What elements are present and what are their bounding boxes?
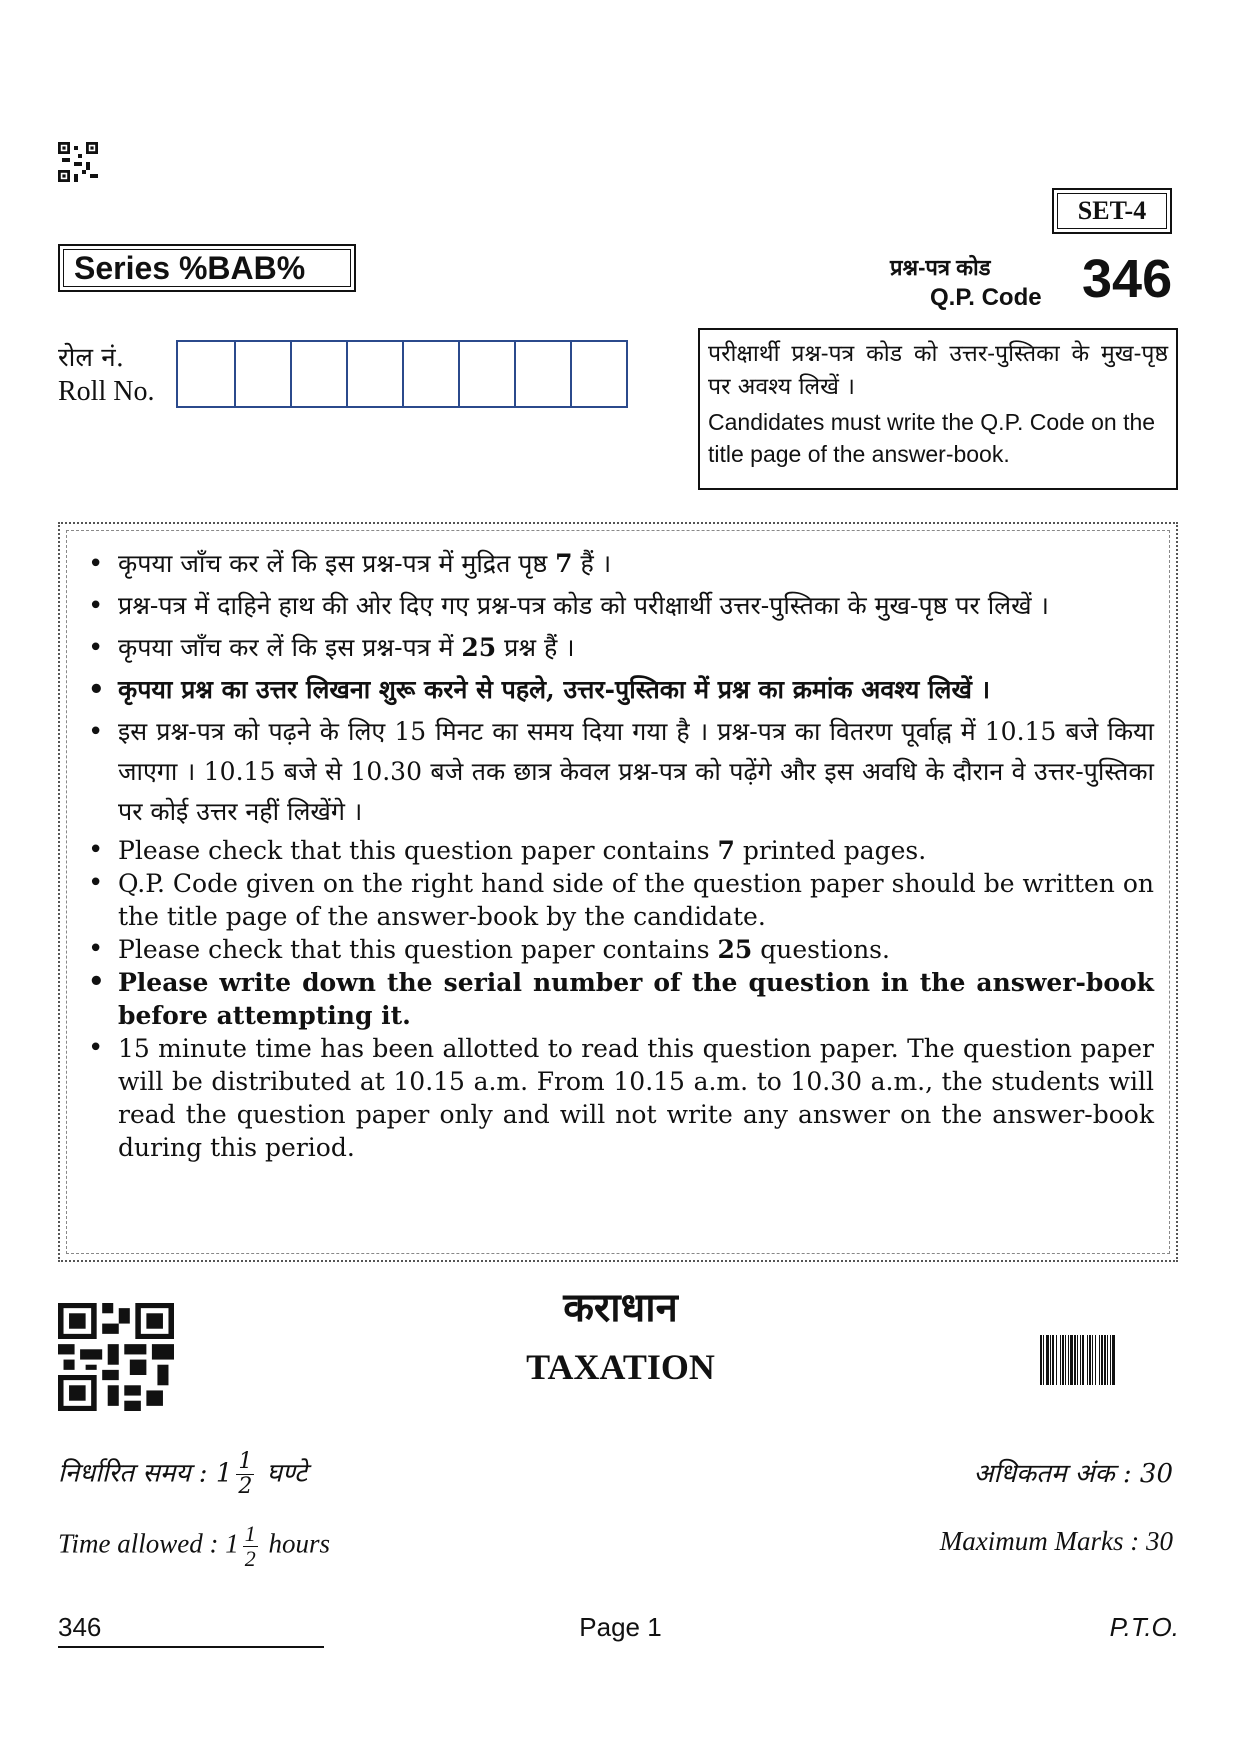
instruction-hindi-3: • कृपया जाँच कर लें कि इस प्रश्न-पत्र में 25 प्रश्न हैं । (84, 628, 1154, 668)
roll-number-box[interactable] (514, 342, 570, 406)
instruction-hindi-1: • कृपया जाँच कर लें कि इस प्रश्न-पत्र में मुद्रित पृष्ठ 7 हैं । (84, 544, 1154, 584)
time-allowed-english: Time allowed : 1 $\frac{1}{2}$ hours (58, 1521, 331, 1571)
roll-number-box[interactable] (178, 342, 234, 406)
time-allowed-hindi: निर्धारित समय : 1 $\frac{1}{2}$ घण्टे (58, 1449, 308, 1499)
small-qr-code-icon (58, 142, 98, 182)
roll-label-english: Roll No. (58, 376, 155, 407)
instruction-english-4: • Please write down the serial number of the question in the answer-book before attempting it. (84, 966, 1154, 1032)
barcode-icon (1040, 1335, 1168, 1385)
subject-title-hindi: कराधान (563, 1284, 678, 1331)
maximum-marks-english: Maximum Marks : 30 (939, 1526, 1173, 1556)
instruction-hindi-2: • प्रश्न-पत्र में दाहिने हाथ की ओर दिए गए प्रश्न-पत्र कोड को परीक्षार्थी उत्तर-पुस्तिका के मुख-पृष्ठ पर लिखें । (84, 586, 1154, 626)
qp-code-number: 346 (1082, 249, 1173, 309)
instruction-english-2: • Q.P. Code given on the right hand side of the question paper should be written on the title page of the answer-book by the candidate. (84, 867, 1154, 933)
qp-code-label-hindi: प्रश्न-पत्र कोड (890, 255, 991, 280)
roll-number-box[interactable] (402, 342, 458, 406)
instructions (84, 544, 1154, 1164)
footer-page-number: Page 1 (579, 1612, 662, 1642)
series-label: Series %BAB% (63, 249, 351, 287)
instruction-english-3: • Please check that this question paper contains 25 questions. (84, 933, 1154, 966)
set-label: SET-4 (1052, 188, 1172, 234)
roll-number-box[interactable] (570, 342, 626, 406)
roll-number-boxes[interactable] (176, 340, 628, 408)
roll-number-box[interactable] (346, 342, 402, 406)
footer-pto: P.T.O. (1109, 1612, 1179, 1642)
candidate-note-box (698, 328, 1178, 490)
roll-label-hindi: रोल नं. (58, 343, 124, 373)
instructions-hindi (84, 544, 1154, 832)
instructions-english (84, 834, 1154, 1164)
footer-paper-code: 346 (58, 1612, 102, 1642)
series-box (58, 244, 356, 292)
qp-code-label-english: Q.P. Code (930, 284, 1042, 311)
maximum-marks-hindi: अधिकतम अंक : 30 (973, 1459, 1173, 1489)
candidate-note-english: Candidates must write the Q.P. Code on the title page of the answer-book. (708, 409, 1156, 467)
roll-number-box[interactable] (458, 342, 514, 406)
candidate-note-hindi: परीक्षार्थी प्रश्न-पत्र कोड को उत्तर-पुस्तिका के मुख-पृष्ठ पर अवश्य लिखें । (708, 341, 1168, 400)
footer-divider (58, 1646, 324, 1648)
roll-number-box[interactable] (234, 342, 290, 406)
instruction-hindi-4: • कृपया प्रश्न का उत्तर लिखना शुरू करने से पहले, उत्तर-पुस्तिका में प्रश्न का क्रमांक अवश्य लिखें । (84, 670, 1154, 710)
subject-title-english: TAXATION (526, 1347, 715, 1387)
roll-number-box[interactable] (290, 342, 346, 406)
instruction-hindi-5: • इस प्रश्न-पत्र को पढ़ने के लिए 15 मिनट का समय दिया गया है । प्रश्न-पत्र का वितरण पूर्वाह्न में 10.15 बजे किया जाएगा । 10.15 बजे से 10.30 बजे तक छात्र केवल प्रश्न-पत्र को पढ़ेंगे और इस अवधि के दौरान वे उत्तर-पुस्तिका पर कोई उत्तर नहीं लिखेंगे । (84, 712, 1154, 832)
instruction-english-1: • Please check that this question paper contains 7 printed pages. (84, 834, 1154, 867)
instruction-english-5: • 15 minute time has been allotted to read this question paper. The question paper will be distributed at 10.15 a.m. From 10.15 a.m. to 10.30 a.m., the students will read the question paper only and will not write any answer on the answer-book during this period. (84, 1032, 1154, 1164)
